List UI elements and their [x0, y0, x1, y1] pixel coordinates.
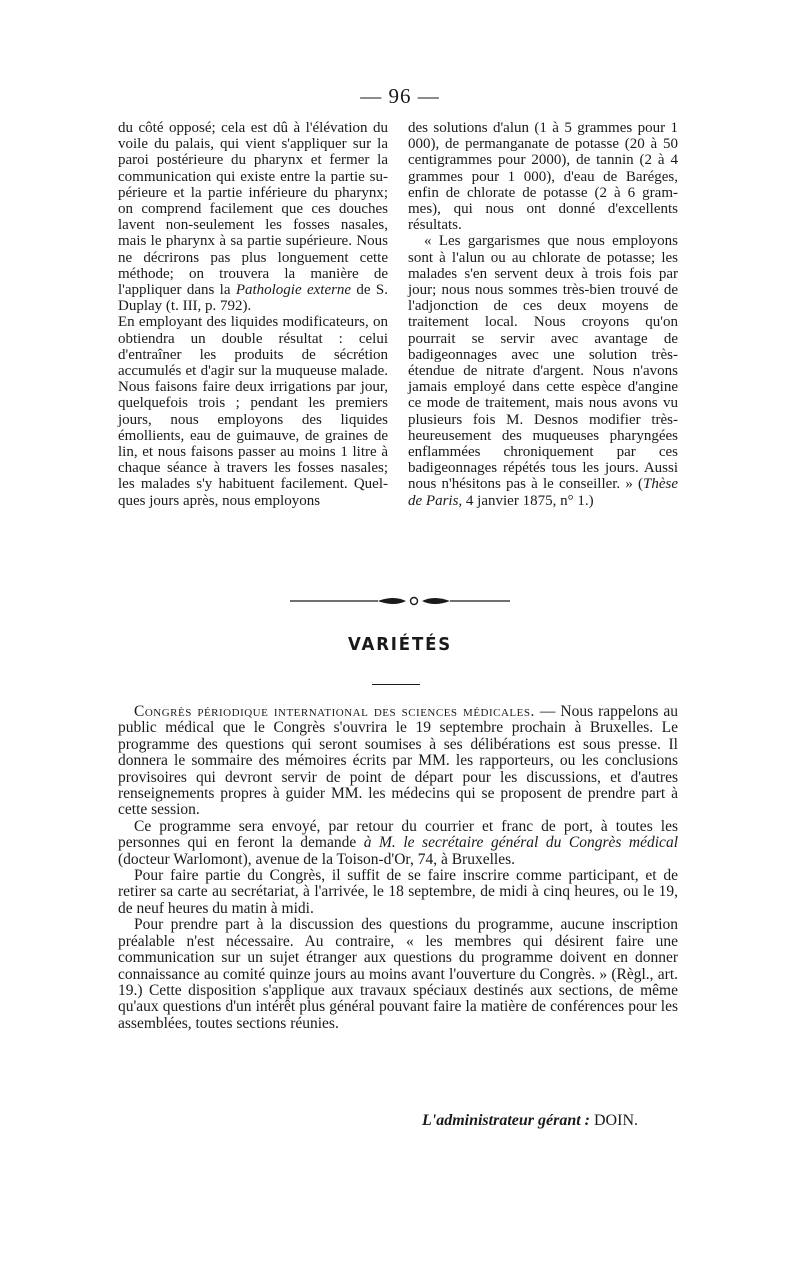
quote-text: « Les gargarismes que nous employons sont à l'alun ou au chlorate de potasse; les malades s'en servent deux à trois fois par jour; nous nous sommes très-bien trouvé de l'adjonction de ces deux moyens de traitement local. Nous croyons qu'on pourrait se servir avec avantage de badigeonnages avec une solution très-étendue de nitrate d'argent. Nous n'avons jamais employé dans cette espèce d'angine ce mode de traitement, mais nous avons vu plusieurs fois M. Desnos modifier très-heureusement des muqueuses pharyngées enflammées chroniquement par ces badigeonnages répétés tous les jours. Aussi nous n'hésitons pas à le conseiller. » (: [408, 233, 678, 493]
section-title: VARIÉTÉS: [348, 634, 452, 655]
left-paragraph-1-text: du côté opposé; cela est dû à l'élévation du voile du palais, qui vient s'appliquer sur la paroi postérieure du pharynx et fermer la communication qui existe entre la partie supérieure et la partie inférieure du pharynx; on comprend facilement que ces douches lavent non-seulement les fosses nasales, mais le pharynx à sa partie supérieure. Nous ne décrirons pas plus longuement cette méthode; on trouvera la manière de l'appliquer dans la: [118, 120, 388, 299]
varietes-text: [118, 704, 678, 1032]
program-text-start: Ce programme sera envoyé, par retour du courrier et franc de port, à toutes les personnes qui en feront la demande: [118, 817, 678, 852]
congress-paragraph: [118, 704, 678, 819]
quote-source-detail: 4 janvier 1875, n° 1.): [462, 492, 594, 509]
two-column-text: [118, 120, 678, 509]
right-column: [408, 120, 678, 509]
ornament-divider: [290, 594, 510, 608]
congress-announcement: — Nous rappelons au public médical que le Congrès s'ouvrira le 19 septembre prochain à Bruxelles. Le programme des questions qui seront soumises à ses délibérations est sous presse. Il donnera le sommaire des mémoires écrits par MM. les rapporteurs, ou les conclusions provisoires qui devront servir de point de départ pour les discussions, et d'autres renseignements propres à guider MM. les médecins qui se proposent de prendre part à cette session.: [118, 703, 678, 819]
left-column: [118, 120, 388, 509]
page-number: — 96 —: [360, 84, 440, 108]
left-paragraph-1: [118, 120, 388, 314]
discussion-paragraph: Pour prendre part à la discussion des questions du programme, aucune inscription préalable n'est nécessaire. Au contraire, « les membres qui désirent faire une communication sur un sujet étranger aux questions du programme doivent en donner connaissance au comité quinze jours au moins avant l'ouverture du Congrès. » (Règl., art. 19.) Cette disposition s'applique aux travaux spéciaux destinés aux sections, de même qu'aux questions d'un intérêt plus général pouvant faire la matière de conférences pour les assemblées, toutes sections réunies.: [118, 916, 678, 1032]
left-paragraph-2: En employant des liquides modificateurs, on obtiendra un double résultat : celui d'entraîner les produits de sécrétion accumulés et d'agir sur la muqueuse malade. Nous faisons faire deux irrigations par jour, quelquefois trois ; pendant les premiers jours, nous employons des liquides émollients, eau de guimauve, de graines de lin, et nous faisons passer au moins 1 litre à chaque séance à travers les fosses nasales; les malades s'y habituent facilement. Quelques jours après, nous employons: [118, 314, 388, 509]
title-rule: [372, 684, 420, 685]
book-reference-detail: de S. Duplay (t. III, p. 792).: [118, 282, 389, 315]
quote-source-title: Thèse de Paris,: [408, 476, 678, 509]
registration-paragraph: Pour faire partie du Congrès, il suffit de se faire inscrire comme participant, et de retirer sa carte au secrétariat, à l'arrivée, le 18 septembre, de midi à cinq heures, ou le 19, de neuf heures du matin à midi.: [118, 867, 678, 917]
book-reference-title: Pathologie externe: [235, 282, 352, 299]
quote-paragraph: [408, 233, 678, 508]
signature-name: DOIN.: [590, 1112, 638, 1129]
congress-heading: Congrès périodique international des sciences médicales.: [134, 703, 535, 720]
program-text-end: (docteur Warlomont), avenue de la Toison-d'Or, 74, à Bruxelles.: [118, 850, 515, 868]
program-paragraph: [118, 819, 678, 868]
signature: [118, 1112, 638, 1130]
secretary-address: à M. le secrétaire général du Congrès médical: [363, 834, 678, 852]
signature-role: L'administrateur gérant :: [421, 1112, 590, 1129]
right-paragraph-1: des solutions d'alun (1 à 5 grammes pour 1 000), de permanganate de potasse (20 à 50 centigrammes pour 2000), de tannin (2 à 4 grammes pour 1 000), d'eau de Baréges, enfin de chlorate de potasse (2 à 6 grammes), qui nous ont donné d'excellents résultats.: [408, 120, 678, 234]
